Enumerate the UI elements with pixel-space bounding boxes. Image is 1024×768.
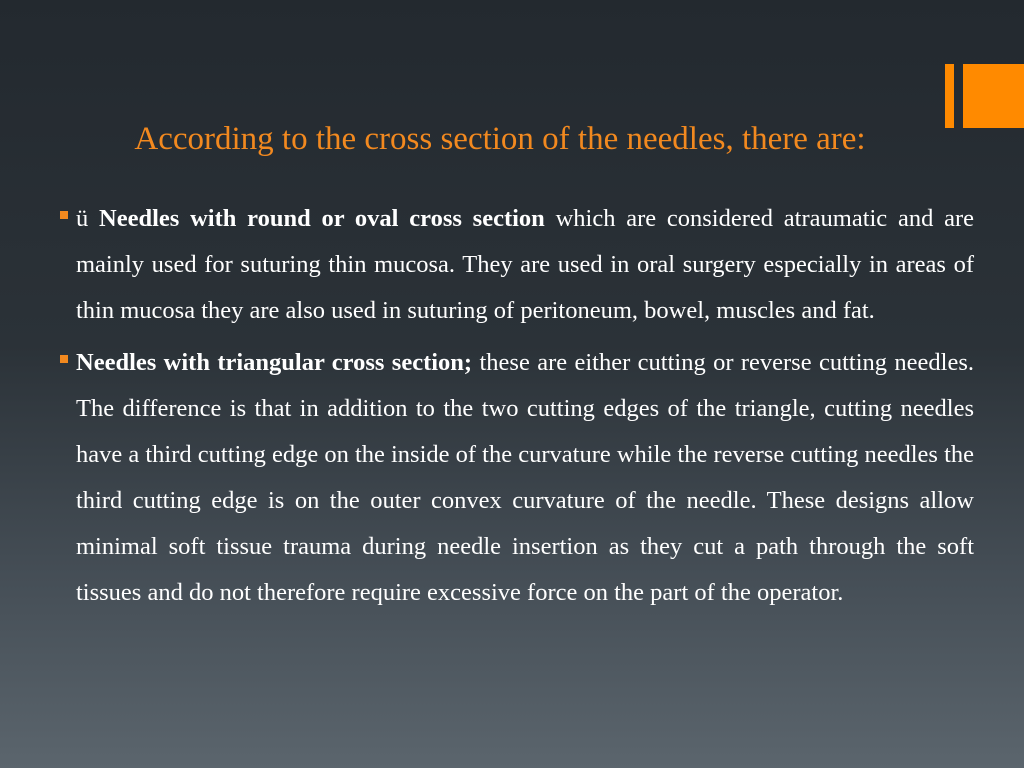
accent-bar-thick [963, 64, 1024, 128]
bullet-item-triangular-needles [60, 340, 974, 616]
square-bullet-icon [60, 211, 68, 219]
bullet-heading: Needles with round or oval cross section [99, 205, 545, 232]
bullet-text: these are either cutting or reverse cutting needles. The difference is that in addition to the two cutting edges of the triangle, cutting needles have a third cutting edge on the inside of the curvature while the reverse cutting needles the third cutting edge is on the outer convex curvature of the needle. These designs allow minimal soft tissue trauma during needle insertion as they cut a path through the soft tissues and do not therefore require excessive force on the part of the operator. [76, 349, 975, 606]
accent-bar-thin [945, 64, 954, 128]
bullet-text: which are considered atraumatic and are mainly used for suturing thin mucosa. They are used in oral surgery especially in areas of thin mucosa they are also used in suturing of peritoneum, bowel, muscles and fat. [76, 205, 975, 324]
square-bullet-icon [60, 355, 68, 363]
bullet-list [60, 196, 974, 622]
slide-title: According to the cross section of the needles, there are: [134, 121, 866, 157]
bullet-prefix: ü [76, 205, 100, 232]
bullet-heading: Needles with triangular cross section; [76, 349, 473, 376]
bullet-item-round-needles [60, 196, 974, 334]
